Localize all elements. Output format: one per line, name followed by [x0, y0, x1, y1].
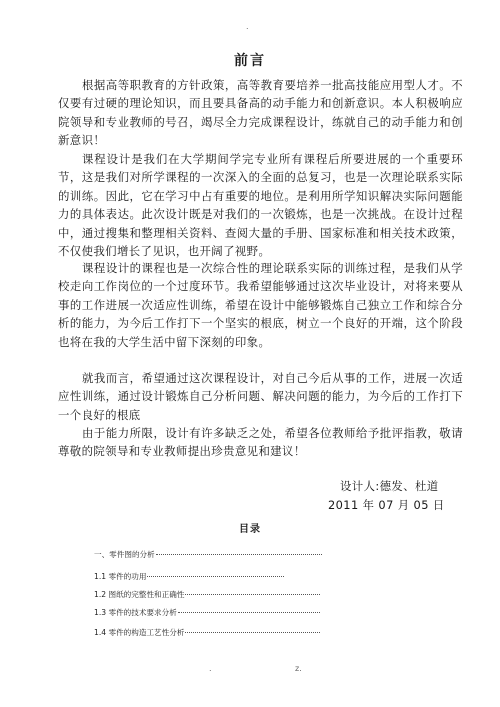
- designer-signature: 设计人:德发、杜道: [340, 479, 439, 493]
- toc-item[interactable]: [94, 607, 320, 618]
- toc-item-label: 1.3 零件的技术要求分析: [94, 608, 177, 617]
- bottom-page-mark-left: .: [209, 664, 212, 673]
- bottom-page-mark-right: z.: [295, 664, 302, 673]
- preface-paragraph-5: 由于能力所限，设计有许多缺乏之处，希望各位教师给予批评指教，敬请尊敬的院领导和专业教师提出珍贵意见和建议！: [58, 426, 463, 459]
- toc-item[interactable]: [94, 549, 322, 560]
- toc-item[interactable]: [94, 571, 284, 582]
- toc-leader: [156, 554, 322, 555]
- top-page-mark: .: [246, 22, 249, 31]
- toc-item-label: 1.2 图纸的完整性和正确性: [94, 590, 185, 599]
- toc-item-label: 1.4 零件的构造工艺性分析: [94, 628, 185, 637]
- toc-item[interactable]: [94, 627, 320, 638]
- toc-title: 目录: [239, 524, 261, 535]
- preface-paragraph-1: 根据高等职教育的方针政策，高等教育要培养一批高技能应用型人才。不仅要有过硬的理论知识，而且要具备高的动手能力和创新意识。本人积极响应院领导和专业教师的号召，竭尽全力完成课程设计，练就自己的动手能力和创新意识！: [58, 78, 463, 148]
- toc-leader: [178, 612, 320, 613]
- toc-item-label: 1.1 零件的功用: [94, 572, 147, 581]
- preface-paragraph-2: 课程设计是我们在大学期间学完专业所有课程后所要进展的一个重要环节，这是我们对所学课程的一次深入的全面的总复习，也是一次理论联系实际的训练。因此，它在学习中占有重要的地位。是利用所学知识解决实际问题能力的具体表达。此次设计既是对我们的一次锻炼，也是一次挑战。在设计过程中，通过搜集和整理相关资料、查阅大量的手册、国家标准和相关技术政策，不仅使我们增长了见识，也开阔了视野。: [58, 152, 463, 259]
- toc-leader: [185, 594, 320, 595]
- preface-title: 前言: [234, 53, 266, 69]
- toc-item-label: 一、零件图的分析: [94, 550, 155, 559]
- preface-paragraph-3: 课程设计的课程也是一次综合性的理论联系实际的训练过程，是我们从学校走向工作岗位的一个过度环节。我希望能够通过这次毕业设计，对将来要从事的工作进展一次适应性训练，希望在设计中能够锻炼自己独立工作和综合分析的能力，为今后工作打下一个坚实的根底，树立一个良好的开端，这个阶段也将在我的大学生活中留下深刻的印象。: [58, 261, 463, 349]
- toc-leader: [147, 576, 284, 577]
- preface-date: 2011 年 07 月 05 日: [328, 498, 445, 512]
- preface-paragraph-4: 就我而言，希望通过这次课程设计，对自己今后从事的工作，进展一次适应性训练，通过设计锻炼自己分析问题、解决问题的能力，为今后的工作打下一个良好的根底: [58, 371, 463, 422]
- toc-item[interactable]: [94, 589, 320, 600]
- toc-leader: [185, 632, 320, 633]
